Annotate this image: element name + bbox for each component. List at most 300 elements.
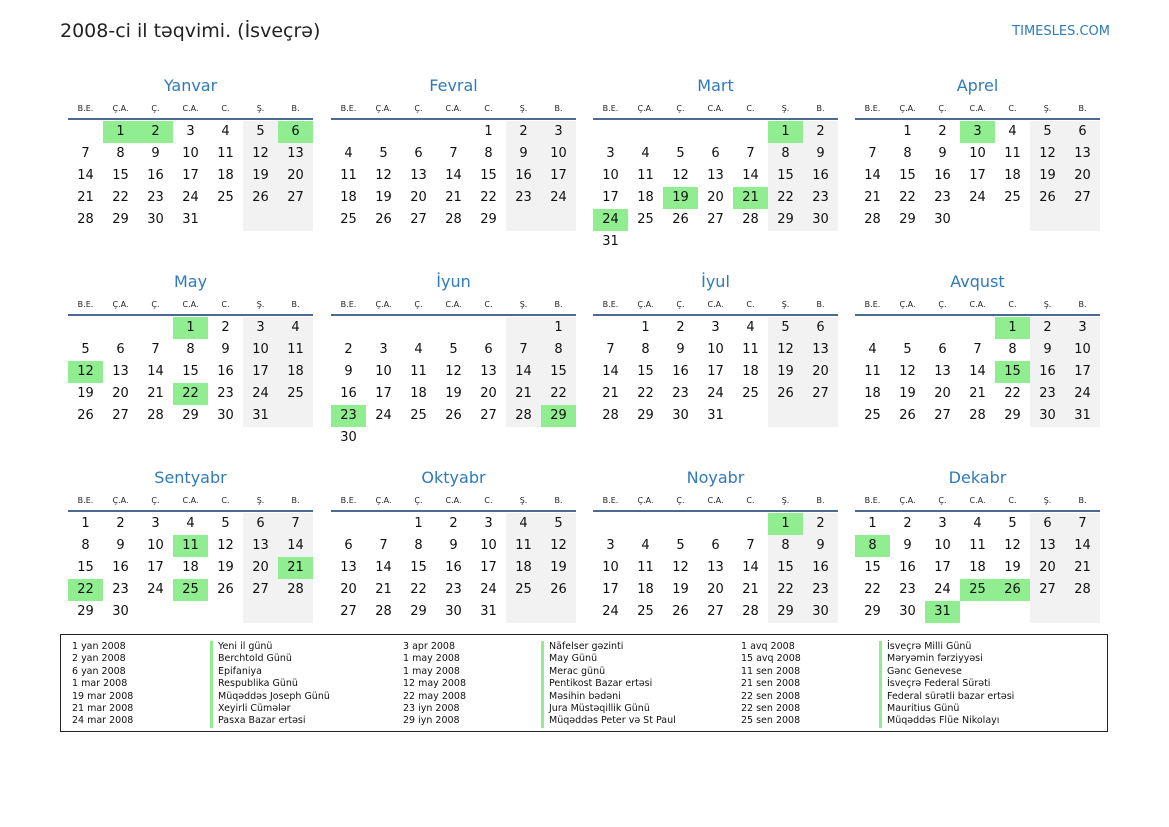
day-cell: 25 (217, 190, 234, 205)
day-cell: 3 (938, 516, 947, 531)
day-cell: 12 (445, 364, 462, 379)
holiday-date: 22 sen 2008 (741, 690, 801, 702)
day-cell: 1 (641, 320, 650, 335)
weekday-label: Ç. (151, 104, 160, 113)
holiday-day-cell: 11 (173, 535, 208, 557)
day-cell: 17 (480, 560, 497, 575)
day-cell: 21 (77, 190, 94, 205)
day-cell: 15 (899, 168, 916, 183)
day-cell: 18 (1004, 168, 1021, 183)
day-cell: 9 (151, 146, 160, 161)
day-cell: 10 (147, 538, 164, 553)
holiday-date: 3 apr 2008 (403, 641, 456, 652)
day-cell: 31 (182, 212, 199, 227)
day-cell: 31 (480, 604, 497, 619)
weekday-label: B.E. (602, 300, 619, 309)
holiday-day-cell: 21 (278, 557, 313, 579)
day-cell: 10 (182, 146, 199, 161)
day-cell: 27 (340, 604, 357, 619)
day-cell: 2 (903, 516, 912, 531)
holiday-name: May Günü (541, 653, 597, 665)
day-cell: 4 (641, 538, 650, 553)
holiday-name: Pentikost Bazar ertəsi (541, 678, 652, 690)
day-cell: 15 (182, 364, 199, 379)
holiday-day-cell: 6 (278, 121, 313, 143)
day-cell: 23 (445, 582, 462, 597)
day-cell: 9 (449, 538, 458, 553)
month-name: Avqust (950, 272, 1005, 291)
weekday-label: Ç.A. (375, 496, 392, 505)
day-cell: 24 (1074, 386, 1091, 401)
brand-link[interactable]: TIMESLES.COM (1012, 24, 1110, 39)
day-cell: 22 (410, 582, 427, 597)
day-cell: 16 (672, 364, 689, 379)
day-cell: 14 (864, 168, 881, 183)
holiday-name: Jura Müstəqillik Günü (541, 703, 650, 715)
day-cell: 30 (672, 408, 689, 423)
day-cell: 8 (484, 146, 493, 161)
day-cell: 6 (414, 146, 423, 161)
weekday-label: C.A. (182, 104, 199, 113)
weekday-label: Ş. (256, 104, 265, 113)
holiday-name: Məsihin bədəni (541, 691, 621, 703)
day-cell: 24 (182, 190, 199, 205)
day-cell: 13 (112, 364, 129, 379)
day-cell: 3 (379, 342, 388, 357)
holiday-date: 2 yan 2008 (72, 653, 126, 665)
month-divider (593, 118, 838, 120)
day-cell: 7 (746, 538, 755, 553)
day-cell: 16 (812, 168, 829, 183)
weekday-label: Ç.A. (112, 496, 129, 505)
holiday-name: Məryəmin fərziyyəsi (879, 653, 983, 665)
day-cell: 21 (515, 386, 532, 401)
day-cell: 5 (81, 342, 90, 357)
day-cell: 20 (480, 386, 497, 401)
weekday-label: C. (1008, 496, 1017, 505)
day-cell: 17 (602, 190, 619, 205)
holiday-day-cell: 21 (733, 187, 768, 209)
day-cell: 30 (812, 212, 829, 227)
day-cell: 9 (1043, 342, 1052, 357)
weekday-header (331, 300, 576, 312)
weekday-label: C.A. (707, 496, 724, 505)
day-cell: 22 (1004, 386, 1021, 401)
weekday-label: C.A. (969, 300, 986, 309)
day-cell: 3 (554, 124, 563, 139)
day-cell: 16 (340, 386, 357, 401)
holiday-day-cell: 22 (68, 579, 103, 601)
holiday-day-cell: 31 (925, 601, 960, 623)
day-cell: 5 (449, 342, 458, 357)
day-cell: 13 (707, 168, 724, 183)
day-cell: 1 (484, 124, 493, 139)
day-cell: 18 (340, 190, 357, 205)
day-cell: 16 (899, 560, 916, 575)
month-divider (331, 510, 576, 512)
weekday-label: Ç.A. (112, 300, 129, 309)
day-cell: 24 (252, 386, 269, 401)
day-cell: 27 (287, 190, 304, 205)
holiday-day-cell: 23 (331, 405, 366, 427)
day-cell: 31 (602, 234, 619, 249)
day-cell: 15 (112, 168, 129, 183)
day-cell: 14 (287, 538, 304, 553)
holiday-name: Gənc Genevese (879, 666, 962, 678)
day-cell: 13 (480, 364, 497, 379)
holiday-day-cell: 26 (995, 579, 1030, 601)
day-cell: 31 (252, 408, 269, 423)
day-cell: 4 (746, 320, 755, 335)
day-cell: 4 (973, 516, 982, 531)
day-cell: 3 (256, 320, 265, 335)
day-cell: 25 (742, 386, 759, 401)
day-cell: 30 (899, 604, 916, 619)
month-name: Noyabr (686, 468, 745, 487)
day-cell: 10 (602, 168, 619, 183)
day-cell: 26 (1039, 190, 1056, 205)
day-cell: 16 (217, 364, 234, 379)
day-cell: 18 (182, 560, 199, 575)
day-cell: 14 (742, 560, 759, 575)
weekday-label: Ç. (151, 300, 160, 309)
holiday-name: İsveçrə Milli Günü (879, 641, 971, 653)
day-cell: 20 (707, 190, 724, 205)
holiday-date: 21 sen 2008 (741, 678, 801, 690)
weekday-label: B. (816, 300, 825, 309)
weekday-label: Ç.A. (375, 300, 392, 309)
day-cell: 7 (868, 146, 877, 161)
day-cell: 23 (812, 582, 829, 597)
day-cell: 2 (1043, 320, 1052, 335)
day-cell: 8 (641, 342, 650, 357)
weekday-label: Ç. (414, 300, 423, 309)
day-cell: 20 (340, 582, 357, 597)
day-cell: 6 (711, 146, 720, 161)
day-cell: 20 (112, 386, 129, 401)
holiday-date: 29 iyn 2008 (403, 715, 460, 727)
weekday-label: C. (746, 496, 755, 505)
holiday-date: 1 mar 2008 (72, 678, 128, 690)
weekday-label: Ç. (414, 104, 423, 113)
day-cell: 23 (217, 386, 234, 401)
day-cell: 20 (410, 190, 427, 205)
weekday-header (593, 496, 838, 508)
day-cell: 23 (1039, 386, 1056, 401)
day-cell: 23 (899, 582, 916, 597)
day-cell: 27 (934, 408, 951, 423)
day-cell: 25 (340, 212, 357, 227)
month-name: Oktyabr (421, 468, 486, 487)
weekday-label: B. (1078, 104, 1087, 113)
day-cell: 20 (1039, 560, 1056, 575)
holiday-name: Müqəddəs Peter və St Paul (541, 715, 676, 727)
day-cell: 8 (186, 342, 195, 357)
day-cell: 21 (375, 582, 392, 597)
day-cell: 26 (672, 212, 689, 227)
day-cell: 16 (934, 168, 951, 183)
weekday-label: C.A. (445, 104, 462, 113)
day-cell: 8 (554, 342, 563, 357)
day-grid (593, 513, 838, 645)
holiday-name: Yeni il günü (210, 641, 272, 653)
day-cell: 26 (252, 190, 269, 205)
weekday-label: Ç. (414, 496, 423, 505)
day-cell: 26 (77, 408, 94, 423)
weekday-label: B.E. (864, 496, 881, 505)
day-cell: 1 (81, 516, 90, 531)
day-cell: 17 (550, 168, 567, 183)
day-cell: 26 (445, 408, 462, 423)
day-cell: 8 (116, 146, 125, 161)
holiday-date: 25 sen 2008 (741, 715, 801, 727)
holiday-date: 19 mar 2008 (72, 690, 134, 702)
weekday-label: Ç. (676, 496, 685, 505)
day-cell: 24 (602, 604, 619, 619)
holiday-date: 22 may 2008 (403, 690, 467, 702)
day-cell: 26 (375, 212, 392, 227)
day-cell: 10 (707, 342, 724, 357)
day-cell: 5 (903, 342, 912, 357)
day-cell: 20 (252, 560, 269, 575)
day-grid (855, 513, 1100, 645)
weekday-label: C. (746, 300, 755, 309)
holiday-date: 24 mar 2008 (72, 715, 134, 727)
weekday-label: Ş. (781, 496, 790, 505)
weekday-label: B.E. (340, 496, 357, 505)
day-cell: 26 (899, 408, 916, 423)
weekday-label: Ş. (256, 496, 265, 505)
holiday-day-cell: 12 (68, 361, 103, 383)
month-divider (331, 118, 576, 120)
day-cell: 3 (711, 320, 720, 335)
day-cell: 17 (934, 560, 951, 575)
day-cell: 21 (742, 582, 759, 597)
day-cell: 11 (287, 342, 304, 357)
day-cell: 7 (379, 538, 388, 553)
day-cell: 18 (864, 386, 881, 401)
weekday-label: Ş. (1043, 300, 1052, 309)
day-cell: 23 (934, 190, 951, 205)
holiday-name: Epifaniya (210, 666, 262, 678)
day-cell: 22 (777, 582, 794, 597)
holiday-day-cell: 25 (960, 579, 995, 601)
day-cell: 12 (899, 364, 916, 379)
day-cell: 24 (969, 190, 986, 205)
weekday-header (855, 104, 1100, 116)
day-cell: 14 (969, 364, 986, 379)
day-cell: 13 (287, 146, 304, 161)
day-cell: 28 (445, 212, 462, 227)
day-cell: 22 (899, 190, 916, 205)
holiday-day-cell: 22 (173, 383, 208, 405)
weekday-label: B.E. (864, 300, 881, 309)
holiday-day-cell: 24 (593, 209, 628, 231)
weekday-label: B. (816, 496, 825, 505)
weekday-label: B. (816, 104, 825, 113)
day-cell: 17 (182, 168, 199, 183)
day-cell: 16 (1039, 364, 1056, 379)
day-cell: 24 (480, 582, 497, 597)
day-cell: 6 (1043, 516, 1052, 531)
month-divider (855, 314, 1100, 316)
weekday-header (593, 104, 838, 116)
day-cell: 30 (812, 604, 829, 619)
weekday-label: B.E. (602, 496, 619, 505)
day-cell: 5 (1008, 516, 1017, 531)
weekday-label: B.E. (77, 104, 94, 113)
holiday-date: 22 sen 2008 (741, 702, 801, 714)
month-block (593, 196, 838, 423)
weekday-label: Ç. (938, 300, 947, 309)
day-cell: 5 (676, 538, 685, 553)
holiday-day-cell: 1 (995, 317, 1030, 339)
day-cell: 28 (515, 408, 532, 423)
day-cell: 24 (375, 408, 392, 423)
weekday-header (593, 300, 838, 312)
weekday-header (331, 496, 576, 508)
day-cell: 15 (410, 560, 427, 575)
holiday-day-cell: 25 (173, 579, 208, 601)
day-cell: 10 (375, 364, 392, 379)
day-cell: 4 (186, 516, 195, 531)
day-cell: 8 (414, 538, 423, 553)
day-cell: 6 (344, 538, 353, 553)
month-block (855, 392, 1100, 619)
weekday-label: Ş. (1043, 496, 1052, 505)
day-cell: 12 (375, 168, 392, 183)
day-cell: 18 (287, 364, 304, 379)
day-cell: 4 (414, 342, 423, 357)
holiday-day-cell: 1 (768, 513, 803, 535)
day-cell: 28 (147, 408, 164, 423)
day-cell: 15 (550, 364, 567, 379)
day-cell: 26 (672, 604, 689, 619)
day-cell: 6 (1078, 124, 1087, 139)
day-cell: 4 (641, 146, 650, 161)
day-cell: 19 (672, 582, 689, 597)
day-cell: 7 (606, 342, 615, 357)
day-cell: 7 (973, 342, 982, 357)
weekday-label: Ç.A. (637, 104, 654, 113)
day-cell: 14 (602, 364, 619, 379)
weekday-label: B.E. (77, 496, 94, 505)
holiday-name: Federal sürətli bazar ertəsi (879, 691, 1014, 703)
day-cell: 21 (864, 190, 881, 205)
day-cell: 16 (147, 168, 164, 183)
day-cell: 1 (903, 124, 912, 139)
day-cell: 14 (445, 168, 462, 183)
day-cell: 3 (186, 124, 195, 139)
day-cell: 9 (344, 364, 353, 379)
day-cell: 29 (480, 212, 497, 227)
day-cell: 27 (112, 408, 129, 423)
day-cell: 24 (147, 582, 164, 597)
holiday-date: 1 may 2008 (403, 653, 460, 665)
weekday-label: Ç.A. (375, 104, 392, 113)
day-cell: 28 (287, 582, 304, 597)
day-cell: 28 (742, 212, 759, 227)
day-cell: 21 (445, 190, 462, 205)
day-cell: 19 (77, 386, 94, 401)
day-cell: 17 (969, 168, 986, 183)
day-cell: 1 (414, 516, 423, 531)
day-cell: 15 (777, 168, 794, 183)
month-name: Fevral (429, 76, 478, 95)
day-cell: 16 (812, 560, 829, 575)
day-cell: 7 (519, 342, 528, 357)
day-cell: 16 (515, 168, 532, 183)
day-cell: 28 (1074, 582, 1091, 597)
day-cell: 19 (899, 386, 916, 401)
day-cell: 2 (938, 124, 947, 139)
weekday-header (68, 496, 313, 508)
day-cell: 3 (484, 516, 493, 531)
day-cell: 30 (147, 212, 164, 227)
day-cell: 9 (816, 146, 825, 161)
day-cell: 13 (252, 538, 269, 553)
day-cell: 27 (707, 604, 724, 619)
day-cell: 29 (899, 212, 916, 227)
weekday-header (855, 300, 1100, 312)
weekday-label: C.A. (707, 300, 724, 309)
month-block (855, 0, 1100, 227)
month-block (68, 0, 313, 227)
day-cell: 19 (375, 190, 392, 205)
weekday-label: C. (1008, 104, 1017, 113)
day-cell: 19 (217, 560, 234, 575)
holiday-day-cell: 19 (663, 187, 698, 209)
weekday-label: B. (554, 496, 563, 505)
weekday-label: B.E. (602, 104, 619, 113)
day-cell: 11 (969, 538, 986, 553)
month-name: May (173, 272, 208, 291)
day-grid (331, 513, 576, 645)
day-cell: 4 (868, 342, 877, 357)
weekday-label: Ç.A. (112, 104, 129, 113)
day-cell: 31 (707, 408, 724, 423)
weekday-label: B.E. (340, 104, 357, 113)
weekday-label: B.E. (864, 104, 881, 113)
day-cell: 22 (777, 190, 794, 205)
holiday-day-cell: 1 (768, 121, 803, 143)
month-block (593, 392, 838, 619)
weekday-label: Ç. (151, 496, 160, 505)
holiday-date: 1 avq 2008 (741, 641, 795, 652)
day-cell: 10 (602, 560, 619, 575)
day-cell: 9 (116, 538, 125, 553)
day-cell: 17 (147, 560, 164, 575)
day-cell: 3 (151, 516, 160, 531)
day-cell: 19 (550, 560, 567, 575)
day-cell: 18 (637, 190, 654, 205)
day-cell: 8 (781, 538, 790, 553)
holiday-date: 21 mar 2008 (72, 702, 134, 714)
day-cell: 18 (410, 386, 427, 401)
day-cell: 11 (864, 364, 881, 379)
day-cell: 9 (816, 538, 825, 553)
day-cell: 2 (519, 124, 528, 139)
day-cell: 19 (777, 364, 794, 379)
day-cell: 6 (711, 538, 720, 553)
weekday-label: Ç. (676, 104, 685, 113)
day-cell: 23 (112, 582, 129, 597)
weekday-label: C.A. (445, 300, 462, 309)
month-divider (593, 510, 838, 512)
weekday-label: Ç.A. (899, 104, 916, 113)
day-cell: 2 (816, 124, 825, 139)
weekday-label: C. (484, 104, 493, 113)
